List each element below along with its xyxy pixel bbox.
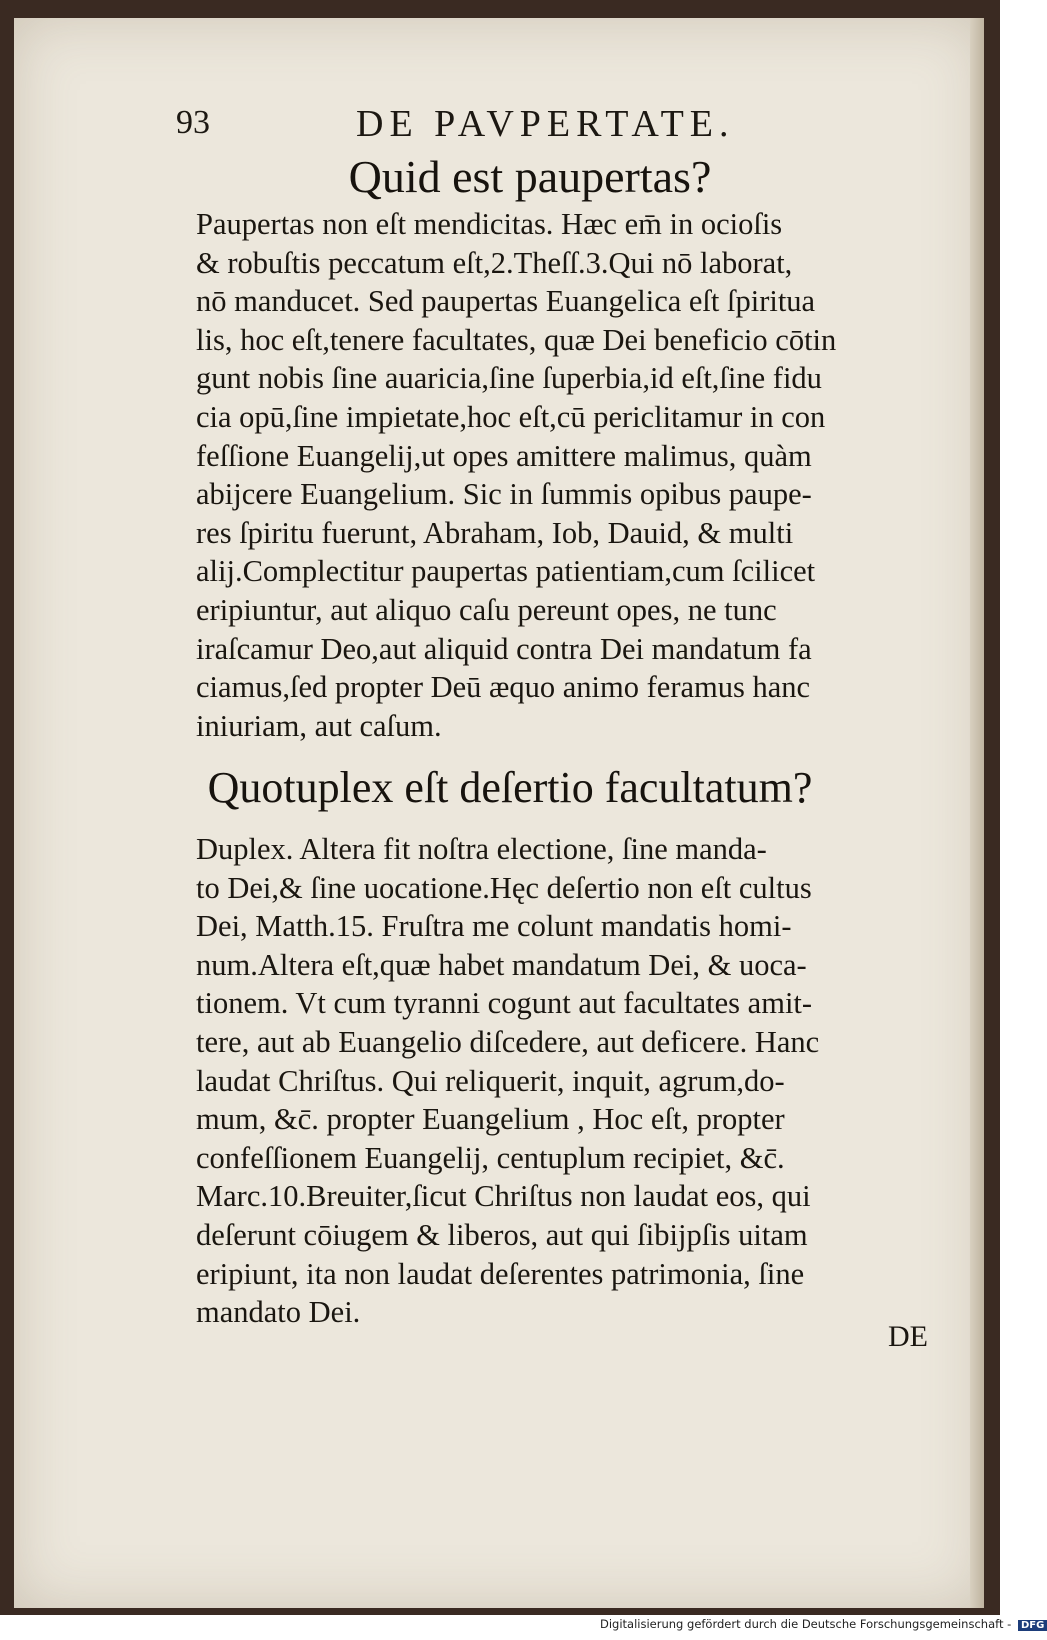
catchword: DE — [888, 1320, 928, 1353]
text-line: Paupertas non eſt mendicitas. Hæc em̄ in ocioſis — [196, 207, 783, 241]
text-line: Marc.10.Breuiter,ſicut Chriſtus non laudat eos, qui — [196, 1179, 811, 1214]
running-header — [176, 98, 796, 148]
text-line: mum, &c̄. propter Euangelium , Hoc eſt, propter — [196, 1102, 785, 1137]
text-line: cia opū,ſine impietate,hoc eſt,cū periclitamur in con — [196, 399, 826, 434]
text-line: mandato Dei. — [196, 1295, 361, 1330]
text-line: feſſione Euangelij,ut opes amittere malimus, quàm — [196, 438, 812, 473]
text-line: nō manducet. Sed paupertas Euangelica eſt ſpiritua — [196, 284, 816, 319]
text-line: tere, aut ab Euangelio diſcedere, aut deficere. Hanc — [196, 1024, 820, 1059]
text-line: eripiuntur, aut aliquo caſu pereunt opes, ne tunc — [196, 592, 777, 627]
text-line: iniuriam, aut caſum. — [196, 708, 442, 743]
paragraph-desertio — [196, 830, 956, 1332]
text-line: tionem. Vt cum tyranni cogunt aut facultates amit- — [196, 986, 813, 1021]
text-line: & robuſtis peccatum eſt,2.Theſſ.3.Qui nō laborat, — [196, 245, 793, 280]
page-edge — [970, 18, 984, 1608]
text-line: confeſſionem Euangelij, centuplum recipiet, &c̄. — [196, 1140, 785, 1175]
text-line: eripiunt, ita non laudat deſerentes patrimonia, ſine — [196, 1256, 805, 1291]
text-line: lis, hoc eſt,tenere facultates, quæ Dei beneficio cōtin — [196, 322, 837, 357]
text-line: iraſcamur Deo,aut aliquid contra Dei mandatum fa — [196, 631, 812, 666]
text-line: alij.Complectitur paupertas patientiam,cum ſcilicet — [196, 554, 816, 589]
dfg-logo: DFG — [1018, 1620, 1047, 1631]
text-line: gunt nobis ſine auaricia,ſine ſuperbia,id eſt,ſine fidu — [196, 361, 822, 396]
page-number: 93 — [176, 104, 210, 141]
text-line: res ſpiritu fuerunt, Abraham, Iob, Dauid, & multi — [196, 515, 794, 550]
text-line: Duplex. Altera fit noſtra electione, ſine manda- — [196, 832, 767, 866]
text-line: to Dei,& ſine uocatione.Hęc deſertio non eſt cultus — [196, 870, 812, 905]
text-line: ciamus,ſed propter Deū æquo animo feramus hanc — [196, 670, 811, 705]
section-heading-desertio: Quotuplex eſt deſertio facultatum? — [207, 763, 813, 812]
text-line: Dei, Matth.15. Fruſtra me colunt mandatis homi- — [196, 909, 792, 944]
text-line: deſerunt cōiugem & liberos, aut qui ſibijpſis uitam — [196, 1217, 808, 1252]
paragraph-paupertas — [196, 205, 956, 745]
text-line: abijcere Euangelium. Sic in ſummis opibus paupe- — [196, 477, 812, 512]
section-heading-paupertas: Quid est paupertas? — [348, 151, 712, 202]
text-line: laudat Chriſtus. Qui reliquerit, inquit, agrum,do- — [196, 1063, 785, 1098]
digitization-footer — [600, 1617, 1045, 1637]
footer-text: Digitalisierung gefördert durch die Deutsche Forschungsgemeinschaft - — [600, 1617, 1012, 1631]
running-title: DE PAVPERTATE. — [356, 103, 735, 145]
text-line: num.Altera eſt,quæ habet mandatum Dei, & uoca- — [196, 947, 807, 982]
